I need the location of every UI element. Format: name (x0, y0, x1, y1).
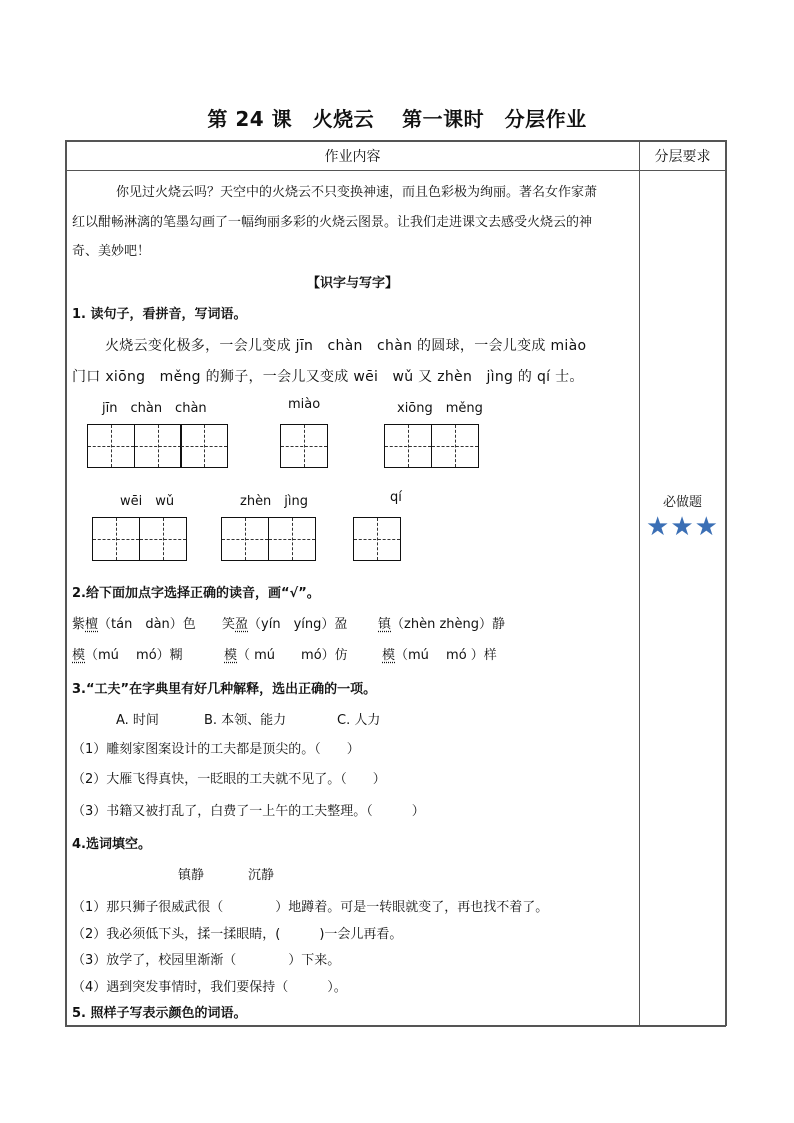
q2-item-5-options[interactable]: （ mú mó）仿 (237, 648, 348, 663)
q3-option-b: B. 本领、能力 (204, 713, 287, 728)
q2-item-2-options[interactable]: （yín yíng）盈 (248, 617, 348, 632)
requirement-label: 必做题 (662, 495, 702, 510)
column-header-content: 作业内容 (324, 149, 381, 165)
table-top-border (65, 140, 726, 142)
writing-cell[interactable] (87, 424, 135, 468)
q4-item-1[interactable]: （1）那只狮子很威武很（ ）地蹲着。可是一转眼就变了，再也找不着了。 (72, 900, 549, 915)
writing-grid-1[interactable] (87, 424, 228, 468)
writing-grid-3[interactable] (384, 424, 479, 468)
pinyin-label-4: wēi wǔ (120, 494, 175, 509)
q4-item-3[interactable]: （3）放学了，校园里渐渐（ ）下来。 (72, 953, 341, 968)
q2-item-2-dotted-char: 盈 (235, 617, 249, 632)
q3-option-c: C. 人力 (337, 713, 381, 728)
pinyin-label-6: qí (390, 490, 402, 505)
q2-item-3-dotted-char: 镇 (378, 617, 392, 632)
q2-item-5-dotted-char: 模 (224, 648, 238, 663)
q3-item-2[interactable]: （2）大雁飞得真快，一眨眼的工夫就不见了。（ ） (72, 772, 386, 787)
q2-item-1-dotted-char: 檀 (85, 617, 99, 632)
q2-item-5 (224, 644, 348, 663)
pinyin-label-3: xiōng měng (397, 401, 483, 416)
q2-item-1-prefix: 紫 (72, 617, 86, 632)
table-right-border (725, 140, 727, 1026)
q2-item-3-options[interactable]: （zhèn zhèng）静 (391, 617, 506, 632)
q3-item-3[interactable]: （3）书籍又被打乱了，白费了一上午的工夫整理。（ ） (72, 804, 425, 819)
question-2-title: 2.给下面加点字选择正确的读音，画“√”。 (72, 586, 320, 601)
writing-cell[interactable] (180, 424, 228, 468)
intro-line-1: 你见过火烧云吗？天空中的火烧云不只变换神速，而且色彩极为绚丽。著名女作家萧 (116, 185, 598, 200)
q2-item-1 (72, 613, 196, 632)
writing-cell[interactable] (268, 517, 316, 561)
writing-cell[interactable] (384, 424, 432, 468)
q3-item-1[interactable]: （1）雕刻家图案设计的工夫都是顶尖的。（ ） (72, 742, 360, 757)
writing-grid-4[interactable] (92, 517, 187, 561)
writing-grid-5[interactable] (221, 517, 316, 561)
q2-item-6-options[interactable]: （mú mó ）样 (395, 648, 497, 663)
writing-cell[interactable] (139, 517, 187, 561)
q2-item-2 (222, 613, 347, 632)
question-3-title: 3.“工夫”在字典里有好几种解释，选出正确的一项。 (72, 682, 377, 697)
table-bottom-border (65, 1025, 726, 1027)
writing-cell[interactable] (280, 424, 328, 468)
writing-grid-6[interactable] (353, 517, 401, 561)
writing-cell[interactable] (431, 424, 479, 468)
writing-cell[interactable] (221, 517, 269, 561)
question-5-title: 5. 照样子写表示颜色的词语。 (72, 1006, 247, 1021)
question-4-title: 4.选词填空。 (72, 837, 151, 852)
q4-item-4[interactable]: （4）遇到突发事情时，我们要保持（ ）。 (72, 980, 347, 995)
q4-word-2: 沉静 (248, 868, 275, 883)
writing-grid-2[interactable] (280, 424, 328, 468)
q2-item-6 (382, 644, 497, 663)
column-header-requirement: 分层要求 (654, 149, 711, 165)
star-rating-icon: ★★★ (646, 512, 719, 542)
q4-word-1: 镇静 (178, 868, 205, 883)
pinyin-label-5: zhèn jìng (240, 494, 309, 509)
question-1-title: 1. 读句子，看拼音，写词语。 (72, 307, 247, 322)
q2-item-2-prefix: 笑 (222, 617, 236, 632)
q2-item-4-dotted-char: 模 (72, 648, 86, 663)
q2-item-1-options[interactable]: （tán dàn）色 (98, 617, 196, 632)
page-title: 第 24 课 火烧云 第一课时 分层作业 (207, 107, 587, 131)
question-1-sentence-2: 门口 xiōng měng 的狮子，一会儿又变成 wēi wǔ 又 zhèn jìng 的 qí 士。 (72, 369, 584, 385)
writing-cell[interactable] (92, 517, 140, 561)
intro-line-2: 红以酣畅淋漓的笔墨勾画了一幅绚丽多彩的火烧云图景。让我们走进课文去感受火烧云的神 (72, 215, 593, 230)
q2-item-3 (378, 613, 505, 632)
q2-item-6-dotted-char: 模 (382, 648, 396, 663)
q2-item-4 (72, 644, 183, 663)
pinyin-label-2: miào (288, 397, 321, 412)
q3-option-a: A. 时间 (116, 713, 159, 728)
q4-item-2[interactable]: （2）我必须低下头，揉一揉眼睛，( )一会儿再看。 (72, 927, 403, 942)
q2-item-4-options[interactable]: （mú mó）糊 (85, 648, 183, 663)
question-1-sentence-1: 火烧云变化极多，一会儿变成 jīn chàn chàn 的圆球，一会儿变成 miào (105, 338, 587, 354)
writing-cell[interactable] (353, 517, 401, 561)
section-heading: 【识字与写字】 (306, 276, 398, 291)
intro-line-3: 奇、美妙吧！ (72, 244, 151, 259)
pinyin-label-1: jīn chàn chàn (102, 401, 207, 416)
writing-cell[interactable] (134, 424, 182, 468)
table-header-divider (65, 170, 726, 171)
